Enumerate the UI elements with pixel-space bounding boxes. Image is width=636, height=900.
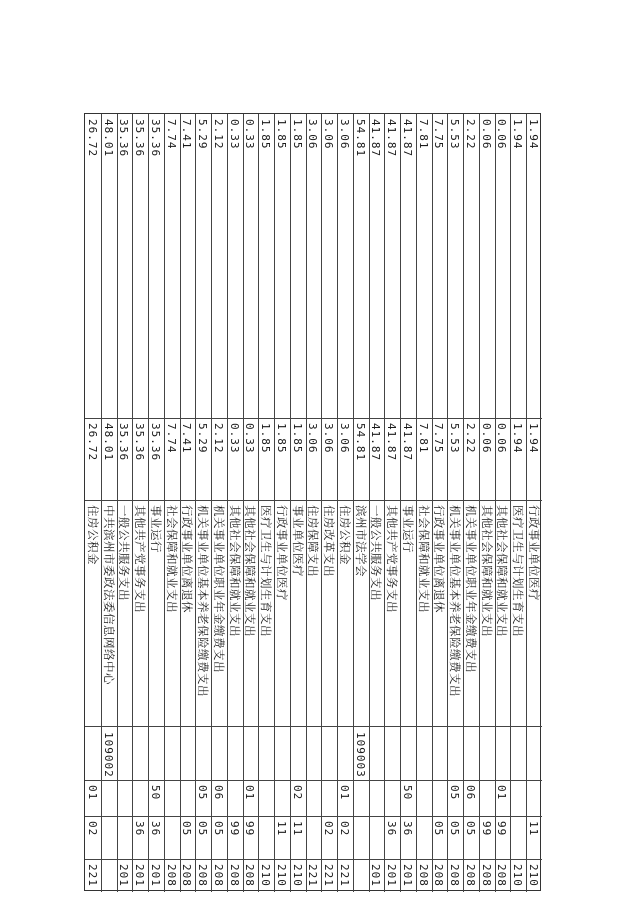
table-cell-c7: 2.22 xyxy=(463,119,477,150)
table-cell-c7: 7.75 xyxy=(432,119,446,150)
table-cell-c7: 54.81 xyxy=(353,119,367,158)
table-cell-c7: 3.06 xyxy=(337,119,351,150)
table-cell-c3: 01 xyxy=(85,785,99,801)
table-cell-c3: 01 xyxy=(243,785,257,801)
table-cell-c2: 05 xyxy=(196,821,210,837)
table-cell-c7: 41.87 xyxy=(369,119,383,158)
table-cell-c5: 其他社会保障和就业支出 xyxy=(479,505,494,637)
table-cell-c7: 5.53 xyxy=(448,119,462,150)
table-cell-c1: 208 xyxy=(495,864,509,887)
table-cell-c7: 41.87 xyxy=(400,119,414,158)
table-cell-c2: 11 xyxy=(290,821,304,837)
row-divider xyxy=(479,114,480,892)
row-divider xyxy=(432,114,433,892)
table-cell-c5: 机关事业单位基本养老保险缴费支出 xyxy=(448,505,463,697)
table-cell-c7: 48.01 xyxy=(101,119,115,158)
table-cell-c7: 35.36 xyxy=(133,119,147,158)
table-cell-c2: 05 xyxy=(463,821,477,837)
table-cell-c3: 50 xyxy=(148,785,162,801)
row-divider xyxy=(274,114,275,892)
table-cell-c7: 1.85 xyxy=(290,119,304,150)
table-cell-c3: 02 xyxy=(290,785,304,801)
row-divider xyxy=(132,114,133,892)
table-cell-c6: 5.53 xyxy=(448,423,462,454)
table-cell-c2: 99 xyxy=(495,821,509,837)
table-cell-c2: 99 xyxy=(243,821,257,837)
table-cell-c5: 其他社会保障和就业支出 xyxy=(227,505,242,637)
table-cell-c2: 11 xyxy=(274,821,288,837)
table-cell-c6: 0.33 xyxy=(243,423,257,454)
table-cell-c2: 05 xyxy=(448,821,462,837)
table-cell-c1: 208 xyxy=(432,864,446,887)
table-cell-c6: 41.87 xyxy=(369,423,383,462)
table-cell-c1: 208 xyxy=(463,864,477,887)
table-cell-c5: 其他社会保障和就业支出 xyxy=(495,505,510,637)
column-divider xyxy=(85,418,542,419)
table-cell-c6: 54.81 xyxy=(353,423,367,462)
table-cell-c5: 医疗卫生与计划生育支出 xyxy=(511,505,526,637)
table-cell-c1: 201 xyxy=(117,864,131,887)
table-cell-c5: 事业运行 xyxy=(148,505,163,553)
table-cell-c7: 35.36 xyxy=(117,119,131,158)
row-divider xyxy=(180,114,181,892)
table-cell-c1: 208 xyxy=(180,864,194,887)
table-cell-c7: 7.41 xyxy=(180,119,194,150)
table-cell-c1: 208 xyxy=(243,864,257,887)
table-cell-c6: 1.85 xyxy=(259,423,273,454)
table-cell-c7: 3.06 xyxy=(322,119,336,150)
row-divider xyxy=(337,114,338,892)
table-cell-c6: 41.87 xyxy=(400,423,414,462)
row-divider xyxy=(243,114,244,892)
table-cell-c7: 3.06 xyxy=(306,119,320,150)
table-cell-c1: 208 xyxy=(227,864,241,887)
table-cell-c5: 其他社会保障和就业支出 xyxy=(243,505,258,637)
row-divider xyxy=(510,114,511,892)
row-divider xyxy=(416,114,417,892)
table-cell-c1: 201 xyxy=(148,864,162,887)
table-cell-c3: 50 xyxy=(400,785,414,801)
table-cell-c7: 0.33 xyxy=(227,119,241,150)
row-divider xyxy=(227,114,228,892)
table-cell-c6: 26.72 xyxy=(85,423,99,462)
table-cell-c6: 35.36 xyxy=(117,423,131,462)
table-cell-c7: 1.85 xyxy=(274,119,288,150)
table-cell-c5: 住房改革支出 xyxy=(322,505,337,577)
table-cell-c6: 5.29 xyxy=(196,423,210,454)
table-cell-c3: 01 xyxy=(337,785,351,801)
table-cell-c6: 35.36 xyxy=(133,423,147,462)
row-divider xyxy=(526,114,527,892)
table-cell-c6: 41.87 xyxy=(385,423,399,462)
table-cell-c6: 1.85 xyxy=(290,423,304,454)
table-cell-c5: 医疗卫生与计划生育支出 xyxy=(259,505,274,637)
table-cell-c1: 208 xyxy=(196,864,210,887)
table-cell-c5: 机关事业单位职业年金缴费支出 xyxy=(211,505,226,673)
table-cell-c4: 109002 xyxy=(101,732,115,778)
table-cell-c7: 1.85 xyxy=(259,119,273,150)
table-cell-c2: 36 xyxy=(133,821,147,837)
row-divider xyxy=(195,114,196,892)
table-cell-c5: 行政事业单位医疗 xyxy=(527,505,541,601)
row-divider xyxy=(384,114,385,892)
row-divider xyxy=(258,114,259,892)
table-cell-c1: 210 xyxy=(259,864,273,887)
table-cell-c7: 7.81 xyxy=(416,119,430,150)
row-divider xyxy=(290,114,291,892)
row-divider xyxy=(211,114,212,892)
table-cell-c5: 行政事业单位离退休 xyxy=(180,505,195,613)
table-cell-c6: 3.06 xyxy=(337,423,351,454)
table-cell-c1: 221 xyxy=(322,864,336,887)
table-cell-c6: 7.41 xyxy=(180,423,194,454)
table-cell-c6: 2.12 xyxy=(211,423,225,454)
column-divider xyxy=(85,859,542,860)
table-cell-c1: 201 xyxy=(369,864,383,887)
table-cell-c1: 221 xyxy=(306,864,320,887)
table-cell-c2: 02 xyxy=(337,821,351,837)
column-divider xyxy=(85,816,542,817)
table-cell-c6: 48.01 xyxy=(101,423,115,462)
row-divider xyxy=(117,114,118,892)
table-cell-c1: 210 xyxy=(274,864,288,887)
table-cell-c2: 36 xyxy=(148,821,162,837)
table-cell-c5: 社会保障和就业支出 xyxy=(416,505,431,613)
table-cell-c5: 机关事业单位基本养老保险缴费支出 xyxy=(196,505,211,697)
table-cell-c1: 221 xyxy=(85,864,99,887)
row-divider xyxy=(463,114,464,892)
table-cell-c3: 05 xyxy=(196,785,210,801)
table-cell-c6: 3.06 xyxy=(306,423,320,454)
table-cell-c6: 1.85 xyxy=(274,423,288,454)
table-cell-c2: 36 xyxy=(385,821,399,837)
table-cell-c7: 35.36 xyxy=(148,119,162,158)
table-cell-c2: 05 xyxy=(211,821,225,837)
column-divider xyxy=(85,500,542,501)
table-cell-c2: 36 xyxy=(400,821,414,837)
table-cell-c7: 1.94 xyxy=(511,119,525,150)
row-divider xyxy=(306,114,307,892)
table-cell-c6: 2.22 xyxy=(463,423,477,454)
table-cell-c2: 11 xyxy=(527,821,540,837)
table-cell-c7: 7.74 xyxy=(164,119,178,150)
row-divider xyxy=(369,114,370,892)
table-cell-c3: 06 xyxy=(211,785,225,801)
table-cell-c2: 02 xyxy=(322,821,336,837)
table-cell-c5: 社会保障和就业支出 xyxy=(164,505,179,613)
row-divider xyxy=(495,114,496,892)
table-cell-c3: 05 xyxy=(448,785,462,801)
table-cell-c6: 1.94 xyxy=(511,423,525,454)
table-cell-c7: 1.94 xyxy=(527,119,540,150)
row-divider xyxy=(353,114,354,892)
row-divider xyxy=(101,114,102,892)
table-cell-c5: 其他共产党事务支出 xyxy=(385,505,400,613)
table-cell-c1: 210 xyxy=(290,864,304,887)
table-cell-c1: 208 xyxy=(164,864,178,887)
table-cell-c5: 一般公共服务支出 xyxy=(369,505,384,601)
table-cell-c5: 住房公积金 xyxy=(337,505,352,565)
table-cell-c7: 0.06 xyxy=(479,119,493,150)
table-cell-c5: 其他共产党事务支出 xyxy=(133,505,148,613)
table-cell-c5: 机关事业单位职业年金缴费支出 xyxy=(463,505,478,673)
table-cell-c6: 1.94 xyxy=(527,423,540,454)
table-cell-c6: 0.33 xyxy=(227,423,241,454)
table-cell-c1: 210 xyxy=(511,864,525,887)
row-divider xyxy=(400,114,401,892)
table-cell-c1: 201 xyxy=(133,864,147,887)
table-cell-c1: 201 xyxy=(385,864,399,887)
column-divider xyxy=(85,726,542,727)
row-divider xyxy=(164,114,165,892)
table-cell-c7: 2.12 xyxy=(211,119,225,150)
table-cell-c5: 住房公积金 xyxy=(85,505,100,565)
table-cell-c1: 208 xyxy=(416,864,430,887)
table-cell-c7: 26.72 xyxy=(85,119,99,158)
table-cell-c1: 208 xyxy=(211,864,225,887)
table-cell-c1: 210 xyxy=(527,864,540,887)
table-cell-c6: 0.06 xyxy=(479,423,493,454)
table-cell-c5: 事业运行 xyxy=(400,505,415,553)
table-cell-c2: 99 xyxy=(227,821,241,837)
table-cell-c1: 208 xyxy=(448,864,462,887)
table-cell-c3: 01 xyxy=(495,785,509,801)
budget-table xyxy=(84,113,541,891)
table-cell-c7: 41.87 xyxy=(385,119,399,158)
row-divider xyxy=(321,114,322,892)
table-cell-c7: 5.29 xyxy=(196,119,210,150)
row-divider xyxy=(447,114,448,892)
table-cell-c2: 05 xyxy=(180,821,194,837)
table-cell-c5: 住房保障支出 xyxy=(306,505,321,577)
table-cell-c5: 行政事业单位医疗 xyxy=(274,505,289,601)
table-cell-c5: 事业单位医疗 xyxy=(290,505,305,577)
table-cell-c6: 7.75 xyxy=(432,423,446,454)
table-cell-c7: 0.06 xyxy=(495,119,509,150)
table-cell-c6: 0.06 xyxy=(495,423,509,454)
row-divider xyxy=(148,114,149,892)
table-cell-c6: 7.74 xyxy=(164,423,178,454)
table-cell-c2: 02 xyxy=(85,821,99,837)
table-cell-c6: 3.06 xyxy=(322,423,336,454)
table-cell-c3: 06 xyxy=(463,785,477,801)
column-divider xyxy=(85,780,542,781)
table-cell-c2: 05 xyxy=(432,821,446,837)
table-cell-c6: 35.36 xyxy=(148,423,162,462)
table-cell-c2: 99 xyxy=(479,821,493,837)
table-cell-c5: 中共滨州市委政法委信息网络中心 xyxy=(101,505,116,685)
table-cell-c6: 7.81 xyxy=(416,423,430,454)
table-cell-c1: 201 xyxy=(400,864,414,887)
table-cell-c5: 一般公共服务支出 xyxy=(117,505,132,601)
table-cell-c5: 滨州市法学会 xyxy=(353,505,368,577)
table-cell-c5: 行政事业单位离退休 xyxy=(432,505,447,613)
table-cell-c4: 109003 xyxy=(353,732,367,778)
table-cell-c1: 208 xyxy=(479,864,493,887)
table-cell-c1: 221 xyxy=(337,864,351,887)
table-cell-c7: 0.33 xyxy=(243,119,257,150)
